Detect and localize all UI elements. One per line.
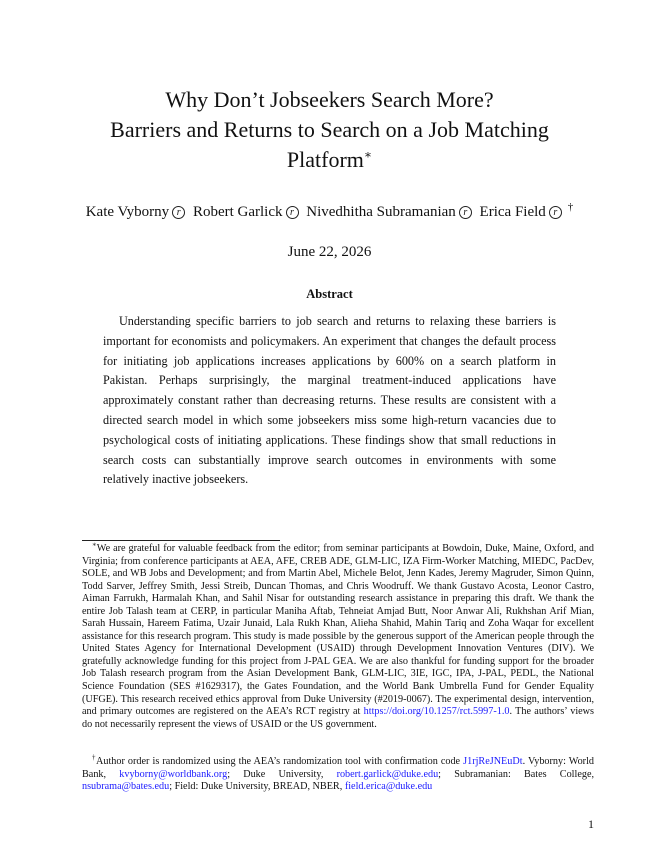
email-link[interactable]: field.erica@duke.edu	[344, 781, 433, 793]
footnote-text: Author order is randomized using the AEA’s randomization tool with confirmation code	[96, 756, 464, 767]
random-order-mark-icon: r	[549, 206, 562, 219]
author-name: Robert Garlick	[192, 204, 283, 220]
footnote-text: We are grateful for valuable feedback from the editor; from seminar participants at Bowdoin, Duke, Maine, Oxford, and Virginia; from conference participants at AEA, AFE, CREB ADE, GLM-LIC, IZA Firm-Worker Matching, MIEDC, PacDev, SOLE, and WB Jobs and Development; and from Martin Abel, Michele Belot, Jenn Kades, Jeremy Magruder, Simon Quinn, Todd Sarver, Jeffrey Smith, Jessi Streib, Duncan Thomas, and Chris Woodruff. We thank Gustavo Acosta, Leonor Castro, Aiman Farrukh, Harmalah Khan, and Sahil Nisar for outstanding research assistance in preparing this draft. We thank the entire Job Talash team at CERP, in particular Maniha Aftab, Tehneiat Amjad Butt, Noor Anwar Ali, Rukhshan Arif Mian, Sarah Hussain, Hareem Fatima, Uzair Junaid, Lala Rukh Khan, Alieha Shahid, Mahin Tariq and Zoha Waqar for excellent assistance for this research program. This study is made possible by the generous support of the American people through the United States Agency for International Development (USAID) through Development Innovation Ventures (DIV). We gratefully acknowledge funding for this project from J-PAL GEA. We are also thankful for funding support for the broader Job Talash research program from the Asian Development Bank, GLM-LIC, 3IE, IGC, IPA, J-PAL, PEDL, the National Science Foundation (SES #1629317), the Gates Foundation, and the World Bank Umbrella Fund for Gender Equality (UFGE). This research received ethics approval from Duke University (#2019-0067). The experimental design, intervention, and primary outcomes are registered on the AEA’s RCT registry at	[82, 543, 594, 718]
email-link[interactable]: nsubrama@bates.edu	[82, 781, 170, 793]
footnote-acknowledgements	[82, 540, 594, 731]
email-link[interactable]: robert.garlick@duke.edu	[336, 768, 439, 780]
footnote-text: ; Duke University,	[227, 768, 337, 780]
author-list	[40, 202, 619, 222]
footnote-author-order	[82, 753, 595, 794]
footnote-text: ; Field: Duke University, BREAD, NBER,	[169, 781, 345, 793]
footnote-mark: †	[92, 753, 97, 762]
random-order-mark-icon: r	[286, 206, 299, 219]
email-link[interactable]: kvyborny@worldbank.org	[119, 768, 228, 780]
footnote-text: ; Subramanian: Bates College,	[438, 768, 595, 780]
page-number: 1	[588, 817, 594, 831]
abstract-heading: Abstract	[306, 287, 353, 301]
author-footnote-mark: †	[567, 201, 574, 213]
paper-title	[40, 85, 619, 175]
author-name: Kate Vyborny	[85, 204, 170, 220]
confirmation-code-link[interactable]: J1rjReJNEuDt	[463, 756, 523, 767]
author-name: Erica Field	[479, 204, 546, 220]
random-order-mark-icon: r	[459, 206, 472, 219]
title-line-1: Why Don’t Jobseekers Search More?	[165, 87, 494, 112]
title-line-3-text: Platform	[286, 147, 364, 172]
footnote-text: . The authors’ views do not necessarily represent the views of USAID or the US government.	[82, 706, 594, 730]
registry-link[interactable]: https://doi.org/10.1257/rct.5997-1.0	[363, 706, 510, 718]
title-line-3	[40, 145, 619, 175]
title-line-2: Barriers and Returns to Search on a Job Matching	[110, 117, 549, 142]
footnote-text: . Vyborny: World Bank,	[82, 756, 594, 780]
footnote-mark: ∗	[92, 540, 97, 549]
footnote-divider	[82, 540, 280, 541]
author-name: Nivedhitha Subramanian	[306, 204, 456, 220]
random-order-mark-icon: r	[172, 206, 185, 219]
abstract-text: Understanding specific barriers to job search and returns to relaxing these barriers is important for economists and policymakers. An experiment that changes the default process for initiating job applications increases applications by 600% on a search platform in Pakistan. Perhaps surprisingly, the marginal treatment-induced applications have approximately constant rather than decreasing returns. These results are consistent with a directed search model in which some jobseekers miss some high-return vacancies due to psychological costs of initiating applications. These findings show that small reductions in search costs can substantially improve search outcomes in environments with some relatively inactive jobseekers.	[103, 314, 556, 487]
title-footnote-mark: ∗	[363, 147, 373, 162]
paper-date: June 22, 2026	[287, 244, 372, 260]
